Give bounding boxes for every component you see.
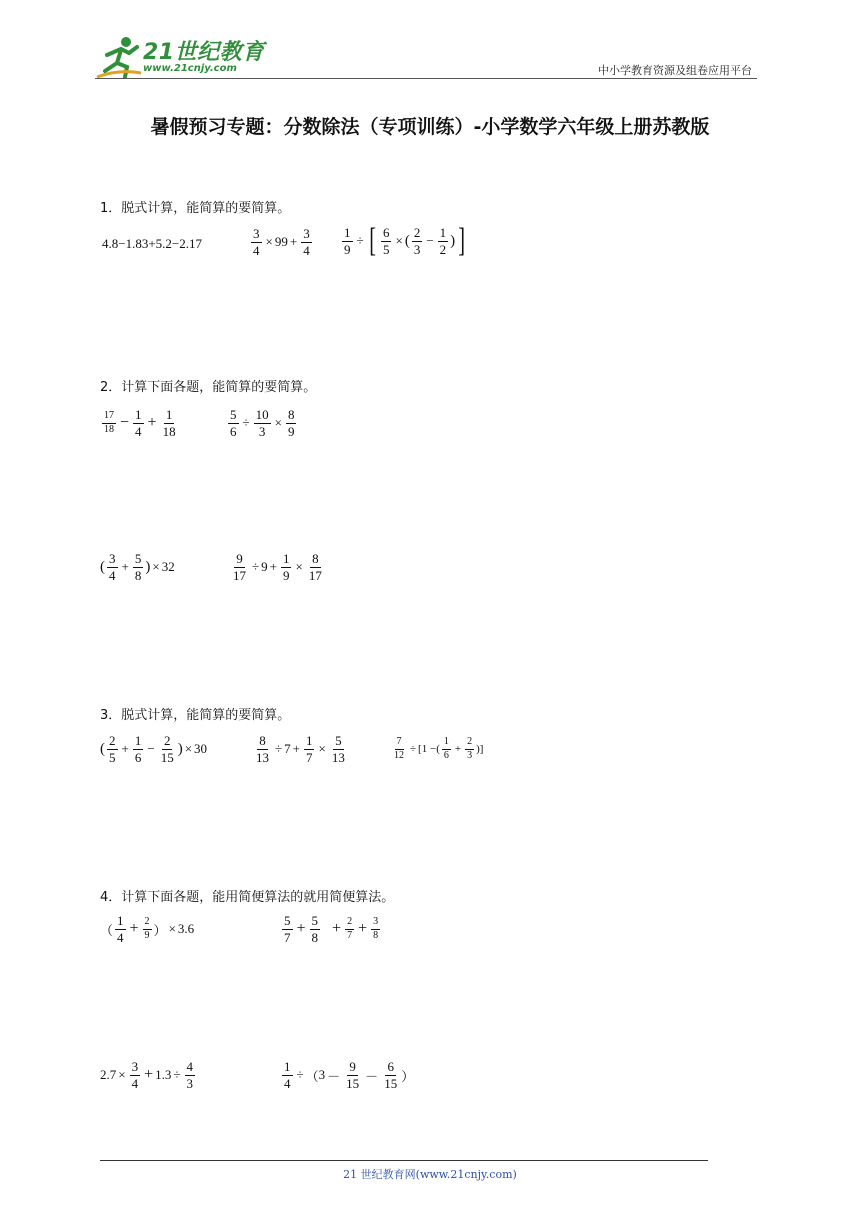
fraction: $\frac{1}{18}$ [162,407,176,439]
footer-link[interactable]: 21 世纪教育网(www.21cnjy.com) [343,1168,517,1181]
fraction: $\frac{2}{3}$ [413,224,421,257]
fraction: $\frac{1}{9}$ [344,224,351,257]
q2-expression-d: $\frac{9}{17}$ ÷ 9 + $\frac{1}{9}$ × $\frac{8}{17}$ [233,551,322,583]
fraction: $\frac{1}{2}$ [439,224,447,257]
fraction: $\frac{2}{9}$ [144,916,150,941]
fraction: $\frac{17}{18}$ [104,410,114,435]
fraction: $\frac{9}{15}$ [346,1059,360,1091]
fraction: $\frac{8}{9}$ [287,407,295,439]
header-divider [95,78,757,79]
fraction: $\frac{1}{6}$ [134,733,142,765]
logo-text: 21世纪教育 [143,40,265,65]
fraction: $\frac{6}{5}$ [382,224,390,257]
fraction: $\frac{3}{8}$ [373,916,379,941]
page-title: 暑假预习专题：分数除法（专项训练）-小学数学六年级上册苏教版 [150,116,710,138]
question-4-label: 4．计算下面各题，能用简便算法的就用简便算法。 [100,890,395,905]
fraction: $\frac{5}{7}$ [284,913,291,945]
q2-expression-c: ( $\frac{3}{4}$ + $\frac{5}{8}$ ) × 32 [100,551,175,583]
fraction: $\frac{5}{13}$ [331,733,345,765]
fraction: $\frac{1}{4}$ [117,913,124,945]
fraction: $\frac{1}{4}$ [135,407,142,439]
fraction: $\frac{3}{4}$ [131,1059,139,1091]
runner-logo-icon [95,33,145,81]
q2-expression-b: $\frac{5}{6}$ ÷ $\frac{10}{3}$ × $\frac{8}{9}$ [230,407,295,439]
question-1-label: 1．脱式计算，能简算的要简算。 [100,201,291,216]
q2-expression-a: $\frac{17}{18}$ − $\frac{1}{4}$ + $\frac{1}{18}$ [104,407,176,439]
fraction: $\frac{8}{13}$ [256,733,269,765]
fraction: $\frac{9}{17}$ [233,551,246,583]
site-logo [95,33,265,81]
question-2-label: 2．计算下面各题，能简算的要简算。 [100,380,317,395]
fraction: $\frac{1}{6}$ [443,736,449,761]
fraction: $\frac{4}{3}$ [186,1059,194,1091]
fraction: $\frac{3}{4}$ [253,226,260,258]
fraction: $\frac{7}{12}$ [394,736,404,761]
fraction: $\frac{1}{9}$ [282,551,290,583]
fraction: $\frac{2}{3}$ [467,736,473,761]
fraction: $\frac{10}{3}$ [255,407,269,439]
fraction: $\frac{1}{4}$ [284,1059,291,1091]
q3-expression-b: $\frac{8}{13}$ ÷ 7 + $\frac{1}{7}$ × $\frac{5}{13}$ [256,733,345,765]
fraction: $\frac{1}{7}$ [305,733,313,765]
q4-expression-d: $\frac{1}{4}$ ÷ （ 3 － $\frac{9}{15}$ － $\frac{6}{15}$ ） [284,1059,415,1091]
footer-divider [100,1160,708,1161]
question-3-label: 3．脱式计算，能简算的要简算。 [100,708,291,723]
q3-expression-c: $\frac{7}{12}$ ÷ [ 1 − ( $\frac{1}{6}$ + $\frac{2}{3}$ )] [394,736,484,761]
fraction: $\frac{2}{7}$ [347,916,353,941]
header-platform-text: 中小学教育资源及组卷应用平台 [598,64,752,77]
fraction: $\frac{5}{8}$ [311,913,319,945]
q1-expression-a [102,236,202,252]
q1-expression-b: $\frac{3}{4}$ × 99 + $\frac{3}{4}$ [253,226,310,258]
fraction: $\frac{2}{5}$ [109,733,116,765]
q4-expression-c: 2.7 × $\frac{3}{4}$ + 1.3 ÷ $\frac{4}{3}$ [100,1059,194,1091]
fraction: $\frac{5}{8}$ [134,551,142,583]
fraction: $\frac{6}{15}$ [384,1059,398,1091]
expr-text: 4.8−1.83+5.2−2.17 [102,236,202,251]
fraction: $\frac{2}{15}$ [160,733,174,765]
q3-expression-a: ( $\frac{2}{5}$ + $\frac{1}{6}$ − $\frac{2}{15}$ ) × 30 [100,733,208,765]
q4-expression-a: （ $\frac{1}{4}$ + $\frac{2}{9}$ ） × 3.6 [100,913,195,945]
fraction: $\frac{3}{4}$ [303,226,310,258]
q1-expression-c: $\frac{1}{9}$ ÷ [ $\frac{6}{5}$ × ( $\frac{2}{3}$ − $\frac{1}{2}$ ) ] [344,222,466,259]
fraction: $\frac{8}{17}$ [308,551,322,583]
q4-expression-b: $\frac{5}{7}$ + $\frac{5}{8}$ + $\frac{2}{7}$ + $\frac{3}{8}$ [284,913,379,945]
logo-subtext: www.21cnjy.com [143,63,237,74]
fraction: $\frac{5}{6}$ [230,407,237,439]
fraction: $\frac{3}{4}$ [109,551,116,583]
